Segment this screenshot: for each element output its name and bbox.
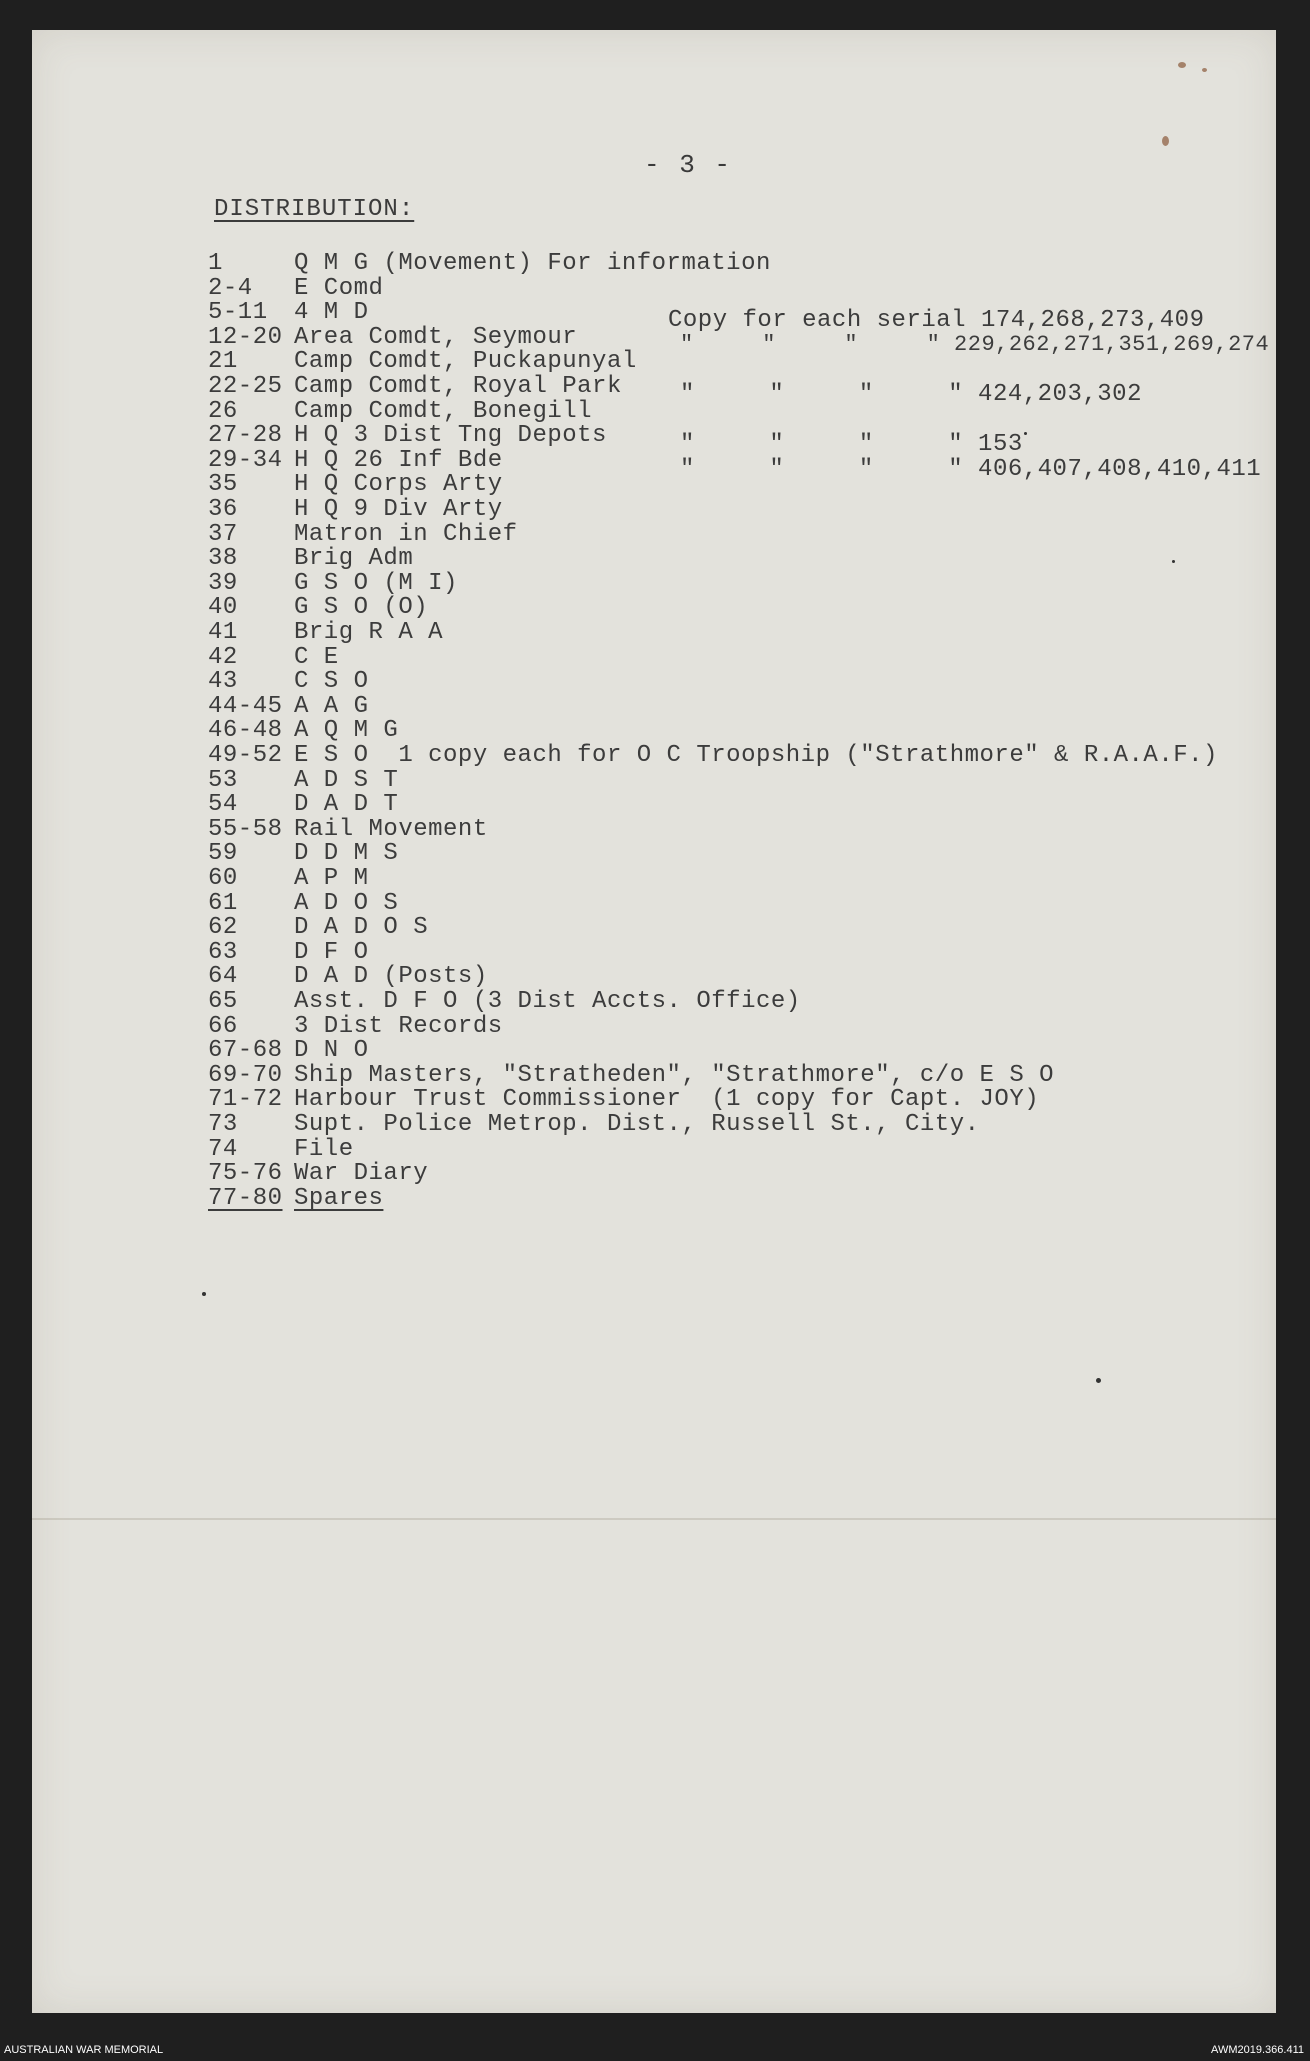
entry-number: 61 [208,889,238,917]
entry-text: Camp Comdt, Royal Park [294,373,622,400]
distribution-entry [208,717,1208,743]
serial-note: " " " " 153 [680,431,1023,458]
entry-number: 44-45 [208,692,283,720]
entry-number: 62 [208,914,238,942]
entry-text: File [294,1135,354,1163]
entry-text: Asst. D F O (3 Dist Accts. Office) [294,988,801,1015]
entry-text: A A G [294,692,369,720]
entry-number: 40 [208,594,238,622]
distribution-entry [208,1160,1208,1186]
entry-number: 35 [208,471,238,499]
footer-credit: AUSTRALIAN WAR MEMORIAL [4,2044,164,2056]
entry-number: 39 [208,569,238,597]
serial-note: " " " " 406,407,408,410,411 [680,456,1262,483]
serial-note: " " " " 229,262,271,351,269,274 [680,332,1270,357]
distribution-entry [208,914,1208,940]
distribution-entry [208,1013,1208,1039]
distribution-entry [208,521,1208,547]
entry-number: 29-34 [208,446,283,474]
entry-text: Harbour Trust Commissioner (1 copy for Capt. JOY) [294,1086,1040,1114]
entry-number: 63 [208,938,238,966]
entry-text: D A D O S [294,914,429,942]
entry-text: 4 M D [294,299,369,327]
entry-number: 27-28 [208,422,283,450]
entry-number: 60 [208,865,238,892]
entry-text: H Q 9 Div Arty [294,496,503,523]
distribution-entry [208,545,1208,571]
entry-text: H Q 26 Inf Bde [294,446,503,474]
entry-number: 49-52 [208,742,283,769]
entry-text: D D M S [294,840,399,868]
ink-speck [1096,1378,1101,1383]
distribution-entry [208,1086,1208,1112]
distribution-entry [208,644,1208,670]
distribution-entry [208,693,1208,719]
entry-text: Brig Adm [294,545,414,573]
entry-text: War Diary [294,1160,429,1188]
distribution-entry [208,988,1208,1014]
entry-text: Spares [294,1184,384,1212]
entry-text: Camp Comdt, Bonegill [294,397,593,425]
distribution-entry [208,1136,1208,1162]
entry-text: D F O [294,938,369,966]
entry-number: 43 [208,668,238,696]
distribution-entry [208,668,1208,694]
distribution-entry [208,816,1208,842]
distribution-entry [208,594,1208,620]
entry-text: Supt. Police Metrop. Dist., Russell St., City. [294,1111,980,1138]
page-number: - 3 - [644,150,733,180]
entry-text: G S O (O) [294,594,429,622]
entry-number: 46-48 [208,717,283,745]
entry-number: 26 [208,397,238,425]
entry-text: H Q 3 Dist Tng Depots [294,422,607,450]
distribution-entry [208,570,1208,596]
entry-text: A D S T [294,766,399,794]
entry-number: 71-72 [208,1086,283,1114]
entry-text: Brig R A A [294,619,444,646]
entry-number: 55-58 [208,815,283,843]
paper-fold-line [32,1518,1276,1520]
entry-number: 41 [208,619,238,646]
footer-accession-number: AWM2019.366.411 [1211,2044,1304,2056]
entry-text: E S O 1 copy each for O C Troopship ("Strathmore" & R.A.A.F.) [294,742,1218,769]
entry-text: H Q Corps Arty [294,471,503,499]
entry-text: Camp Comdt, Puckapunyal [294,348,637,376]
entry-number: 74 [208,1135,238,1163]
distribution-entry [208,1185,1208,1211]
entry-text: Area Comdt, Seymour [294,323,578,351]
distribution-entry [208,496,1208,522]
serial-note: " " " " 424,203,302 [680,381,1142,408]
entry-number: 36 [208,496,238,523]
distribution-entry [208,1111,1208,1137]
entry-number: 75-76 [208,1160,283,1188]
distribution-entry [208,840,1208,866]
distribution-entry [208,890,1208,916]
distribution-entry [208,275,1208,301]
entry-number: 65 [208,988,238,1015]
distribution-entry [208,742,1218,769]
serial-note: Copy for each serial 174,268,273,409 [668,307,1205,334]
entry-number: 66 [208,1012,238,1040]
distribution-entry [208,767,1208,793]
entry-text: Ship Masters, "Stratheden", "Strathmore", c/o E S O [294,1061,1055,1089]
entry-text: D A D (Posts) [294,963,488,991]
entry-number: 38 [208,545,238,573]
distribution-entry [208,939,1208,965]
entry-number: 21 [208,348,238,376]
rust-stain [1202,68,1207,72]
rust-stain [1178,62,1186,68]
entry-text: A P M [294,865,369,892]
distribution-entry [208,865,1208,891]
entry-number: 54 [208,791,238,819]
entry-number: 64 [208,963,238,991]
distribution-entry [208,1037,1208,1063]
entry-number: 73 [208,1111,238,1138]
entry-number: 69-70 [208,1061,283,1089]
distribution-entry [208,1062,1208,1088]
entry-number: 2-4 [208,274,253,302]
entry-text: A D O S [294,889,399,917]
entry-number: 67-68 [208,1037,283,1065]
entry-text: A Q M G [294,717,399,745]
distribution-heading: DISTRIBUTION: [214,196,415,223]
entry-number: 5-11 [208,299,268,327]
entry-text: D A D T [294,791,399,819]
entry-text: G S O (M I) [294,569,458,597]
entry-text: D N O [294,1037,369,1065]
entry-text: 3 Dist Records [294,1012,503,1040]
entry-text: Matron in Chief [294,520,518,548]
entry-number: 59 [208,840,238,868]
entry-text: Rail Movement [294,815,488,843]
entry-number: 12-20 [208,323,283,351]
entry-number: 53 [208,766,238,794]
entry-text: C S O [294,668,369,696]
entry-number: 37 [208,520,238,548]
entry-number: 77-80 [208,1184,283,1212]
entry-number: 22-25 [208,373,283,400]
entry-text: E Comd [294,274,384,302]
distribution-entry [208,619,1208,645]
entry-text: C E [294,643,339,671]
entry-text: Q M G (Movement) For information [294,250,771,277]
distribution-entry [208,250,1208,276]
distribution-entry [208,791,1208,817]
entry-number: 42 [208,643,238,671]
distribution-entry [208,963,1208,989]
rust-stain [1162,136,1169,146]
entry-number: 1 [208,250,223,277]
ink-speck [202,1292,206,1296]
